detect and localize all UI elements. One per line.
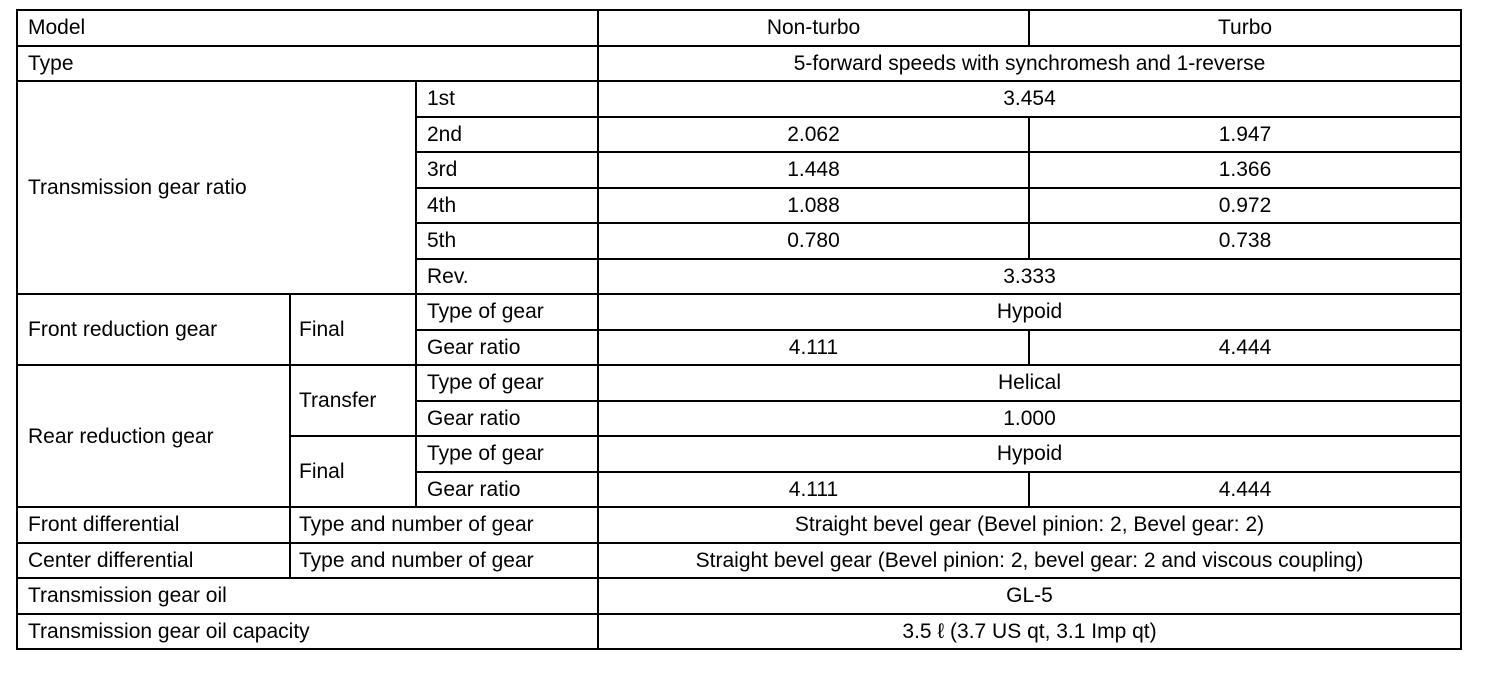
gear-ratio-row-1st — [17, 81, 1461, 117]
rear-final-type-of-gear-value: Hypoid — [598, 436, 1461, 472]
rear-final-gear-ratio-label: Gear ratio — [416, 472, 598, 508]
center-differential-row — [17, 543, 1461, 579]
gear-ratio-4th-nonturbo: 1.088 — [598, 188, 1029, 224]
front-reduction-type-row — [17, 294, 1461, 330]
gear-ratio-rev: 3.333 — [598, 259, 1461, 295]
rear-reduction-gear-label: Rear reduction gear — [17, 365, 290, 507]
front-differential-label: Front differential — [17, 507, 290, 543]
turbo-column-header: Turbo — [1029, 10, 1461, 46]
gear-label-4th: 4th — [416, 188, 598, 224]
rear-final-label: Final — [290, 436, 416, 507]
rear-transfer-type-of-gear-value: Helical — [598, 365, 1461, 401]
center-differential-label: Center differential — [17, 543, 290, 579]
gear-ratio-2nd-nonturbo: 2.062 — [598, 117, 1029, 153]
rear-final-type-of-gear-label: Type of gear — [416, 436, 598, 472]
front-reduction-gear-ratio-label: Gear ratio — [416, 330, 598, 366]
gear-label-5th: 5th — [416, 223, 598, 259]
gear-label-rev: Rev. — [416, 259, 598, 295]
front-reduction-gear-label: Front reduction gear — [17, 294, 290, 365]
specifications-table — [16, 9, 1462, 650]
center-differential-value: Straight bevel gear (Bevel pinion: 2, bevel gear: 2 and viscous coupling) — [598, 543, 1461, 579]
gear-oil-value: GL-5 — [598, 578, 1461, 614]
header-row — [17, 10, 1461, 46]
gear-oil-capacity-row — [17, 614, 1461, 650]
gear-label-2nd: 2nd — [416, 117, 598, 153]
front-reduction-gear-ratio-nonturbo: 4.111 — [598, 330, 1029, 366]
gear-ratio-3rd-nonturbo: 1.448 — [598, 152, 1029, 188]
gear-oil-capacity-label: Transmission gear oil capacity — [17, 614, 598, 650]
rear-final-gear-ratio-turbo: 4.444 — [1029, 472, 1461, 508]
gear-label-3rd: 3rd — [416, 152, 598, 188]
rear-transfer-label: Transfer — [290, 365, 416, 436]
rear-transfer-type-of-gear-label: Type of gear — [416, 365, 598, 401]
type-row — [17, 46, 1461, 82]
front-reduction-type-of-gear-value: Hypoid — [598, 294, 1461, 330]
front-differential-row — [17, 507, 1461, 543]
gear-oil-label: Transmission gear oil — [17, 578, 598, 614]
gear-label-1st: 1st — [416, 81, 598, 117]
transmission-gear-ratio-label: Transmission gear ratio — [17, 81, 416, 294]
center-differential-sub-label: Type and number of gear — [290, 543, 598, 579]
front-differential-value: Straight bevel gear (Bevel pinion: 2, Bevel gear: 2) — [598, 507, 1461, 543]
rear-transfer-type-row — [17, 365, 1461, 401]
gear-ratio-5th-nonturbo: 0.780 — [598, 223, 1029, 259]
gear-oil-capacity-value: 3.5 ℓ (3.7 US qt, 3.1 Imp qt) — [598, 614, 1461, 650]
rear-transfer-gear-ratio-label: Gear ratio — [416, 401, 598, 437]
front-differential-sub-label: Type and number of gear — [290, 507, 598, 543]
type-value: 5-forward speeds with synchromesh and 1-reverse — [598, 46, 1461, 82]
nonturbo-column-header: Non-turbo — [598, 10, 1029, 46]
model-label: Model — [17, 10, 598, 46]
gear-ratio-4th-turbo: 0.972 — [1029, 188, 1461, 224]
gear-ratio-5th-turbo: 0.738 — [1029, 223, 1461, 259]
rear-final-gear-ratio-nonturbo: 4.111 — [598, 472, 1029, 508]
gear-ratio-2nd-turbo: 1.947 — [1029, 117, 1461, 153]
front-reduction-final-label: Final — [290, 294, 416, 365]
front-reduction-gear-ratio-turbo: 4.444 — [1029, 330, 1461, 366]
rear-transfer-gear-ratio-value: 1.000 — [598, 401, 1461, 437]
front-reduction-type-of-gear-label: Type of gear — [416, 294, 598, 330]
gear-ratio-3rd-turbo: 1.366 — [1029, 152, 1461, 188]
gear-ratio-1st: 3.454 — [598, 81, 1461, 117]
type-label: Type — [17, 46, 598, 82]
gear-oil-row — [17, 578, 1461, 614]
